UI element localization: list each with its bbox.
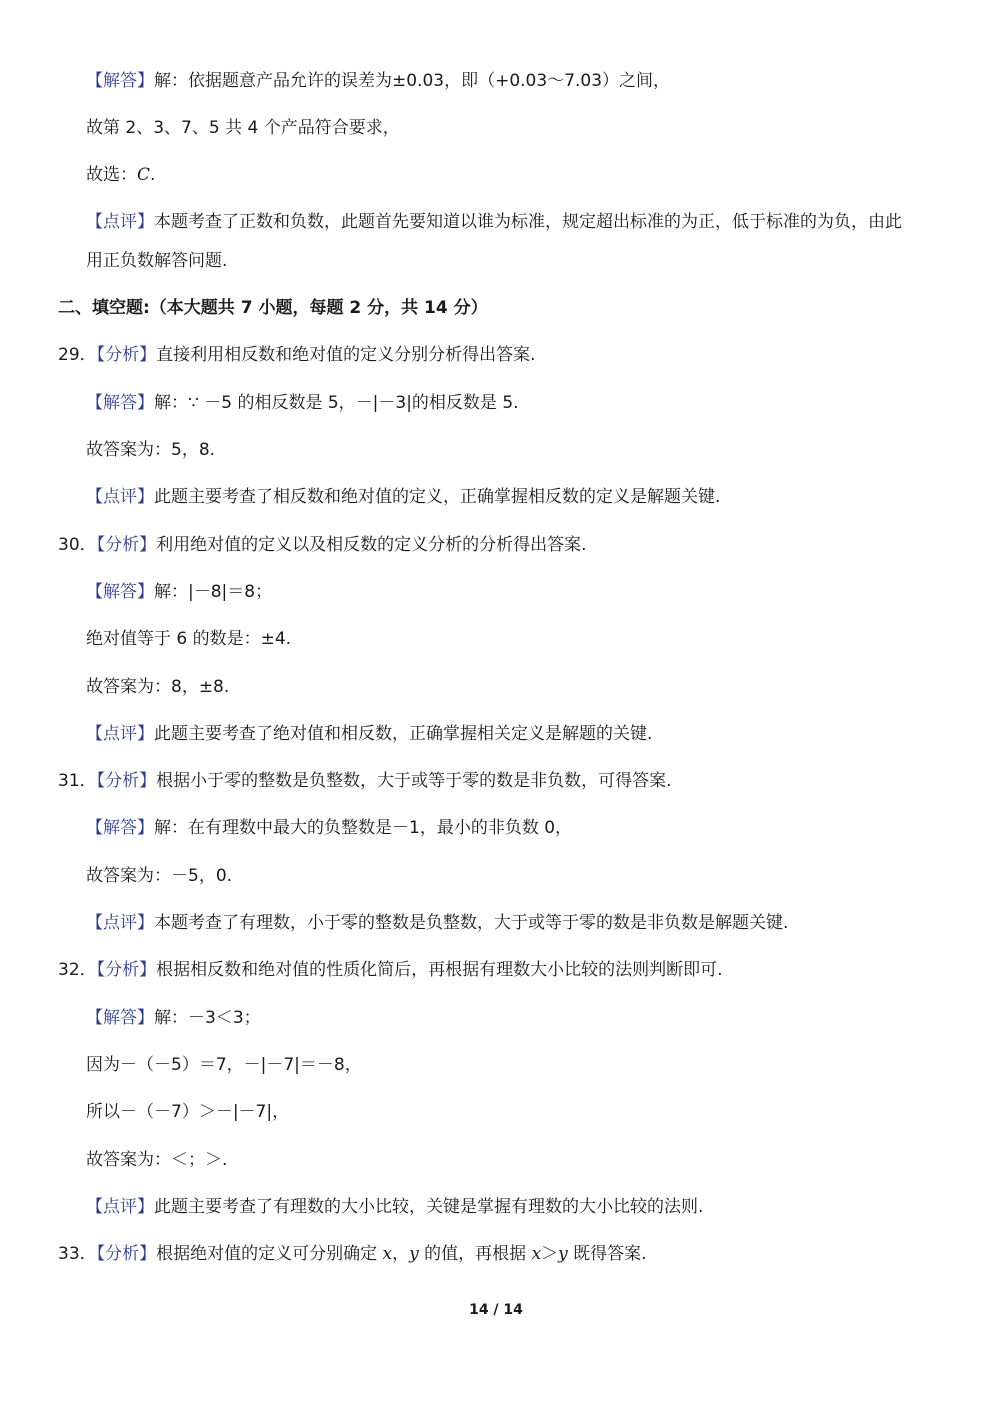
- q33-comma: ，: [392, 1244, 410, 1264]
- q30-solution-line: [86, 577, 272, 607]
- solution-tag: 【解答】: [86, 818, 154, 838]
- q33-number: 33．: [58, 1244, 97, 1264]
- q29-comment-text: 此题主要考查了相反数和绝对值的定义，正确掌握相反数的定义是解题关键.: [154, 487, 721, 507]
- q28-comment-line: [86, 207, 902, 237]
- comment-tag: 【点评】: [86, 1197, 154, 1217]
- q30-number: 30．: [58, 535, 97, 555]
- q33-gt: ＞: [541, 1244, 559, 1264]
- q33-var-y2: y: [558, 1244, 568, 1264]
- section-title: 二、填空题:（本大题共 7 小题，每题 2 分，共 14 分）: [58, 298, 488, 318]
- q28-choice-line: [86, 160, 155, 190]
- q29-comment-line: [86, 482, 720, 512]
- q29-solution-line: [86, 388, 519, 418]
- choice-suffix: .: [150, 165, 156, 185]
- q32-comment-line: [86, 1192, 703, 1222]
- q29-analysis-line: [58, 340, 536, 370]
- q28-comment-text: 本题考查了正数和负数，此题首先要知道以谁为标准，规定超出标准的为正，低于标准的为负，由此: [154, 212, 902, 232]
- analysis-tag: 【分析】: [96, 345, 157, 365]
- q31-number: 31．: [58, 771, 97, 791]
- analysis-tag: 【分析】: [96, 535, 157, 555]
- q32-analysis-text: 根据相反数和绝对值的性质化简后，再根据有理数大小比较的法则判断即可.: [156, 960, 723, 980]
- solution-tag: 【解答】: [86, 582, 154, 602]
- q33-analysis-a: 根据绝对值的定义可分别确定: [156, 1244, 383, 1264]
- q32-number: 32．: [58, 960, 97, 980]
- q32-solution-text: 解：－3＜3；: [154, 1008, 261, 1028]
- choice-letter: C: [137, 165, 151, 185]
- q31-answer-line: 故答案为：－5，0.: [86, 866, 233, 886]
- q30-analysis-text: 利用绝对值的定义以及相反数的定义分析的分析得出答案.: [156, 535, 587, 555]
- analysis-tag: 【分析】: [96, 771, 157, 791]
- q33-var-y: y: [409, 1244, 419, 1264]
- q28-solution-line: [86, 66, 670, 96]
- page-number: 14 / 14: [469, 1302, 523, 1318]
- q33-var-x: x: [382, 1244, 393, 1264]
- q31-comment-line: [86, 908, 788, 938]
- analysis-tag: 【分析】: [96, 960, 157, 980]
- q30-analysis-line: [58, 530, 587, 560]
- q29-number: 29．: [58, 345, 97, 365]
- q28-solution-line-2: 故第 2、3、7、5 共 4 个产品符合要求，: [86, 118, 400, 138]
- comment-tag: 【点评】: [86, 212, 154, 232]
- q31-solution-line: [86, 813, 572, 843]
- q30-solution-text: 解：|－8|＝8；: [154, 582, 273, 602]
- q31-comment-text: 本题考查了有理数，小于零的整数是负整数，大于或等于零的数是非负数是解题关键.: [154, 913, 789, 933]
- q30-comment-line: [86, 719, 652, 749]
- q28-solution-text: 解：依据题意产品允许的误差为±0.03，即（+0.03～7.03）之间，: [154, 71, 671, 91]
- q33-analysis-b: 的值，再根据: [418, 1244, 532, 1264]
- q30-answer-line: 故答案为：8，±8.: [86, 677, 230, 697]
- comment-tag: 【点评】: [86, 724, 154, 744]
- q32-answer-line: 故答案为：＜；＞.: [86, 1150, 228, 1170]
- q31-solution-text: 解：在有理数中最大的负整数是－1，最小的非负数 0，: [154, 818, 573, 838]
- solution-tag: 【解答】: [86, 71, 154, 91]
- q33-analysis-c: 既得答案.: [567, 1244, 647, 1264]
- analysis-tag: 【分析】: [96, 1244, 157, 1264]
- q32-analysis-line: [58, 955, 723, 985]
- q32-solution-line: [86, 1003, 261, 1033]
- q29-analysis-text: 直接利用相反数和绝对值的定义分别分析得出答案.: [156, 345, 536, 365]
- solution-tag: 【解答】: [86, 393, 154, 413]
- choice-prefix: 故选：: [86, 165, 137, 185]
- comment-tag: 【点评】: [86, 487, 154, 507]
- q33-analysis-line: [58, 1239, 647, 1269]
- q29-answer-line: 故答案为：5，8.: [86, 440, 216, 460]
- q32-solution-line-2: 因为－（－5）＝7，－|－7|＝－8，: [86, 1055, 362, 1075]
- q28-comment-cont: 用正负数解答问题.: [86, 251, 228, 271]
- q31-analysis-line: [58, 766, 672, 796]
- q32-comment-text: 此题主要考查了有理数的大小比较，关键是掌握有理数的大小比较的法则.: [154, 1197, 704, 1217]
- q31-analysis-text: 根据小于零的整数是负整数，大于或等于零的数是非负数，可得答案.: [156, 771, 672, 791]
- solution-tag: 【解答】: [86, 1008, 154, 1028]
- q33-var-x2: x: [531, 1244, 542, 1264]
- q30-comment-text: 此题主要考查了绝对值和相反数，正确掌握相关定义是解题的关键.: [154, 724, 653, 744]
- q30-solution-line-2: 绝对值等于 6 的数是：±4.: [86, 629, 292, 649]
- comment-tag: 【点评】: [86, 913, 154, 933]
- q29-solution-text: 解：∵ －5 的相反数是 5，－|－3|的相反数是 5.: [154, 393, 519, 413]
- q32-solution-line-3: 所以－（－7）＞－|－7|，: [86, 1102, 290, 1122]
